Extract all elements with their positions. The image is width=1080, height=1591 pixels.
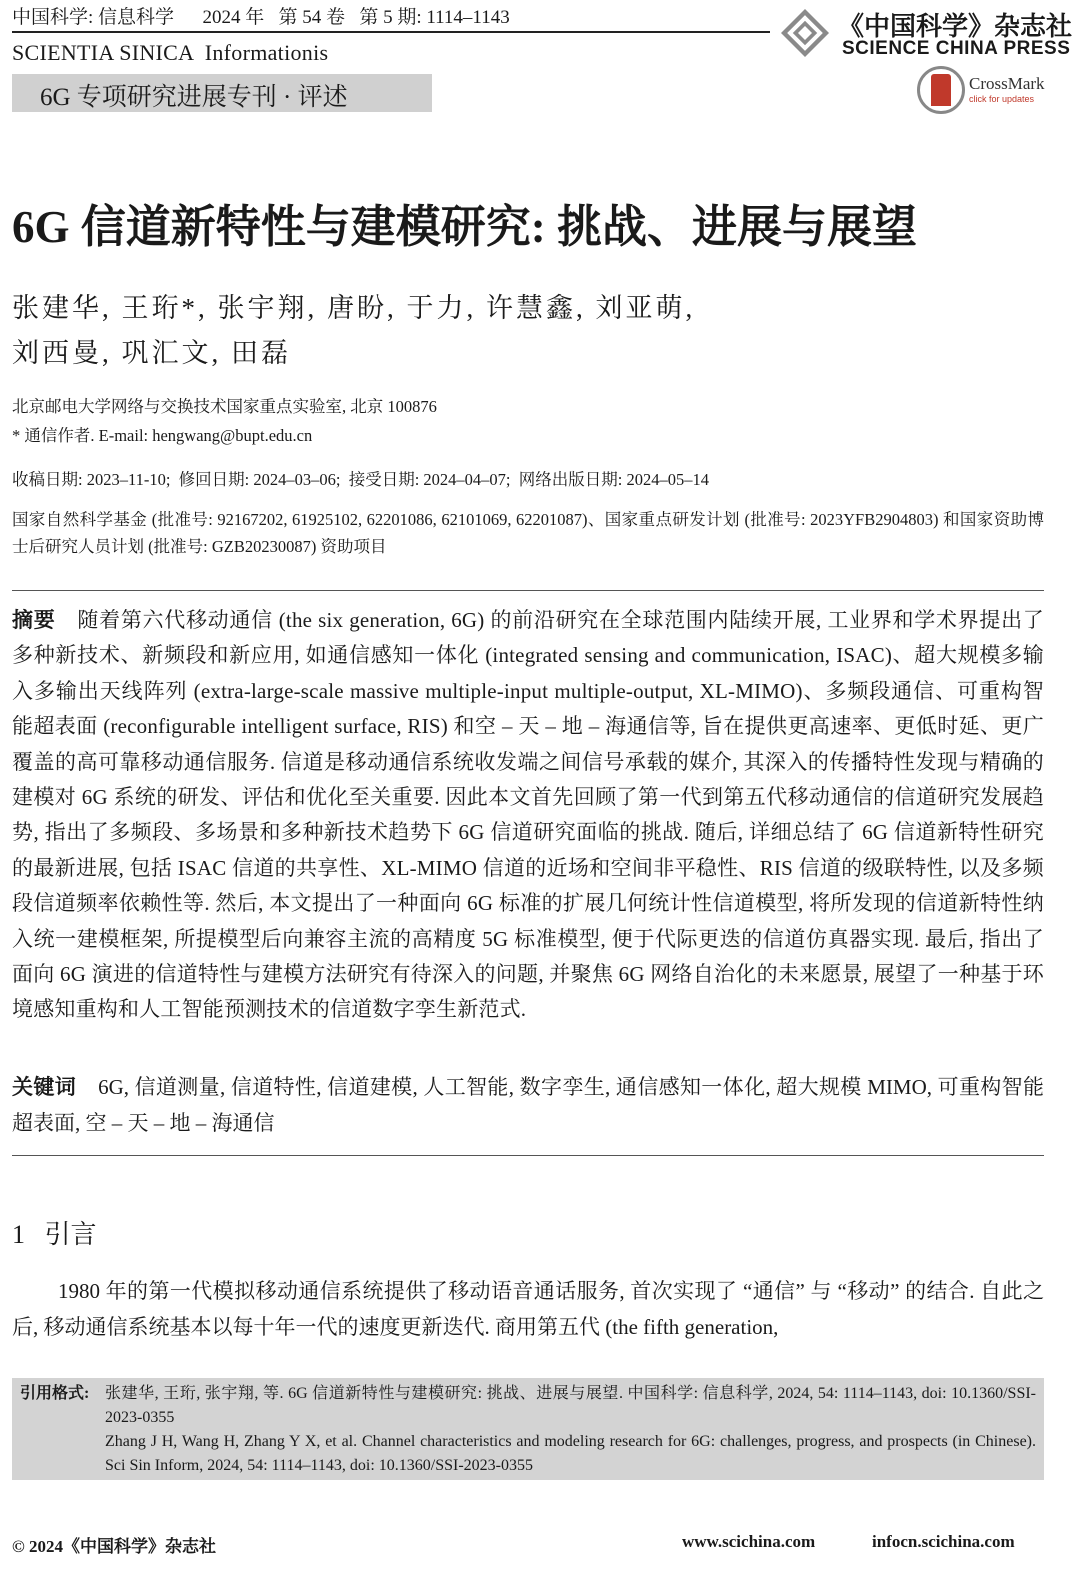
article-dates: 收稿日期: 2023–11-10; 修回日期: 2024–03–06; 接受日期: 2024–04–07; 网络出版日期: 2024–05–14: [12, 470, 709, 489]
article-title: 6G 信道新特性与建模研究: 挑战、进展与展望: [12, 202, 917, 252]
journal-name-cn: 中国科学: 信息科学: [12, 7, 175, 28]
year: 2024 年: [202, 7, 265, 28]
section-heading: [12, 1214, 97, 1251]
funding-info: 国家自然科学基金 (批准号: 92167202, 61925102, 62201086, 62101069, 62201087)、国家重点研发计划 (批准号: 2023YFB2904803) 和国家资助博士后研究人员计划 (批准号: GZB20230087) 资助项目: [12, 510, 1044, 556]
abstract: [12, 603, 1044, 1028]
publisher-logo: [778, 4, 1073, 62]
website-link[interactable]: www.scichina.com: [682, 1532, 816, 1551]
divider: [12, 590, 1044, 591]
corresponding-author: * 通信作者. E-mail: hengwang@bupt.edu.cn: [12, 426, 313, 445]
citation-label: 引用格式:: [20, 1385, 90, 1402]
keywords: [12, 1069, 1044, 1141]
special-issue-banner: 6G 专项研究进展专刊 · 评述: [12, 74, 432, 112]
journal-website-link[interactable]: infocn.scichina.com: [872, 1532, 1015, 1551]
keywords-label: 关键词: [12, 1075, 77, 1099]
keywords-text: 6G, 信道测量, 信道特性, 信道建模, 人工智能, 数字孪生, 通信感知一体化, 超大规模 MIMO, 可重构智能超表面, 空 – 天 – 地 – 海通信: [12, 1075, 1044, 1135]
section-title: 引言: [44, 1220, 97, 1249]
publisher-name-cn: 《中国科学》杂志社: [838, 12, 1073, 41]
citation-en: Zhang J H, Wang H, Zhang Y X, et al. Channel characteristics and modeling research for 6G: challenges, progress, and prospects (in Chinese). Sci Sin Inform, 2024, 54: 1114–1143, doi: 10.1360/SSI-2023-0355: [105, 1433, 1036, 1474]
publisher-name-en: SCIENCE CHINA PRESS: [842, 38, 1071, 59]
author-list: [12, 286, 695, 376]
section-number: 1: [12, 1220, 25, 1249]
abstract-text: 随着第六代移动通信 (the six generation, 6G) 的前沿研究在全球范围内陆续开展, 工业界和学术界提出了多种新技术、新频段和新应用, 如通信感知一体化 (integrated sensing and communication, ISAC)、超大规模多输入多输出天线阵列 (extra-large-scale massive multiple-input multiple-output, XL-MIMO)、多频段通信、可重构智能超表面 (reconfigurable intelligent surface, RIS) 和空 – 天 – 地 – 海通信等, 旨在提供更高速率、更低时延、更广覆盖的高可靠移动通信服务. 信道是移动通信系统收发端之间信号承载的媒介, 其深入的传播特性发现与精确的建模对 6G 系统的研发、评估和优化至关重要. 因此本文首先回顾了第一代到第五代移动通信的信道研究发展趋势, 指出了多频段、多场景和多种新技术趋势下 6G 信道研究面临的挑战. 随后, 详细总结了 6G 信道新特性研究的最新进展, 包括 ISAC 信道的共享性、XL-MIMO 信道的近场和空间非平稳性、RIS 信道的级联特性, 以及多频段信道频率依赖性等. 然后, 本文提出了一种面向 6G 标准的扩展几何统计性信道模型, 将所发现的信道新特性纳入统一建模框架, 所提模型后向兼容主流的高精度 5G 标准模型, 便于代际更迭的信道仿真器实现. 最后, 指出了面向 6G 演进的信道特性与建模方法研究有待深入的问题, 并聚焦 6G 网络自治化的未来愿景, 展望了一种基于环境感知重构和人工智能预测技术的信道数字孪生新范式.: [12, 608, 1044, 1022]
crossmark-badge[interactable]: [915, 66, 1045, 116]
journal-name-en: SCIENTIA SINICA Informationis: [12, 40, 329, 65]
intro-paragraph: 1980 年的第一代模拟移动通信系统提供了移动语音通话服务, 首次实现了 “通信” 与 “移动” 的结合. 自此之后, 移动通信系统基本以每十年一代的速度更新迭代. 商用第五代 (the fifth generation,: [12, 1279, 1044, 1339]
crossmark-label: CrossMark: [969, 74, 1045, 93]
publisher-diamond-icon: [780, 8, 830, 58]
divider: [12, 1155, 1044, 1156]
authors-line-1: 张建华, 王珩*, 张宇翔, 唐盼, 于力, 许慧鑫, 刘亚萌,: [12, 293, 696, 323]
citation-box: [12, 1378, 1044, 1480]
running-header: [12, 2, 510, 29]
volume: 第 54 卷: [278, 7, 346, 28]
abstract-label: 摘要: [12, 608, 56, 632]
copyright: © 2024《中国科学》杂志社: [12, 1537, 216, 1556]
crossmark-sub: click for updates: [969, 94, 1035, 104]
authors-line-2: 刘西曼, 巩汇文, 田磊: [12, 338, 291, 368]
citation-cn: 张建华, 王珩, 张宇翔, 等. 6G 信道新特性与建模研究: 挑战、进展与展望. 中国科学: 信息科学, 2024, 54: 1114–1143, doi: 10.1360/SSI-2023-0355: [105, 1385, 1036, 1426]
crossmark-icon: [917, 66, 965, 114]
issue-pages: 第 5 期: 1114–1143: [359, 7, 510, 28]
header-rule: [12, 31, 770, 33]
affiliation: 北京邮电大学网络与交换技术国家重点实验室, 北京 100876: [12, 397, 437, 416]
